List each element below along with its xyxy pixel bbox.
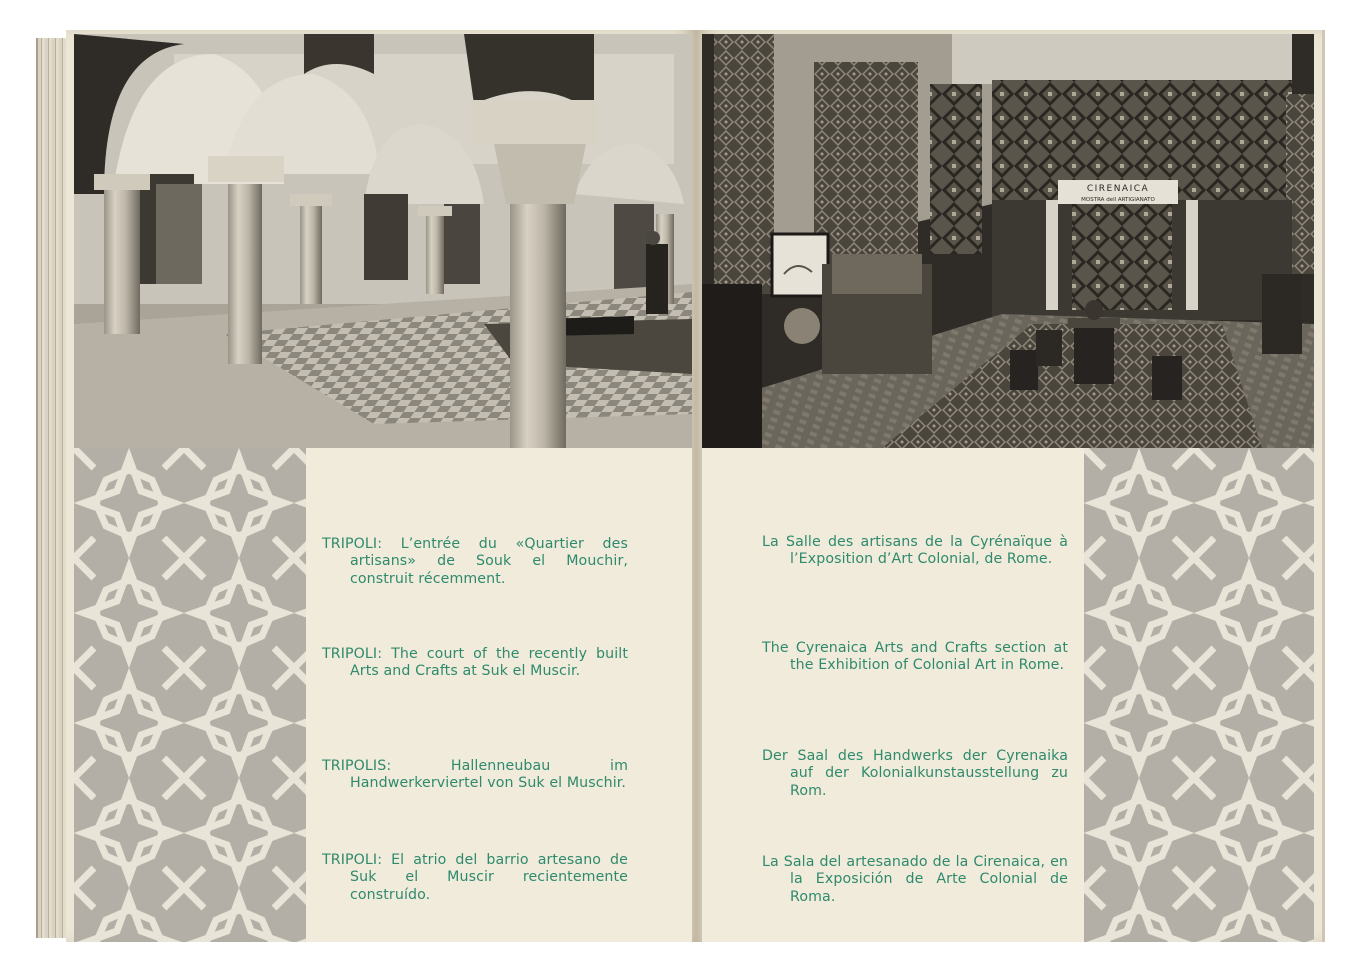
sign-line2: MOSTRA dell ARTIGIANATO: [1081, 197, 1155, 203]
caption-french-left: TRIPOLI: L’entrée du «Quartier des artisans» de Souk el Mouchir, construit récemment.: [322, 536, 628, 587]
right-page: [696, 30, 1325, 942]
exhibition-hall-photo: [702, 34, 1314, 448]
courtyard-photo: [74, 34, 692, 448]
caption-spanish-right: La Sala del artesanado de la Cirenaica, en la Exposición de Arte Colonial de Roma.: [762, 854, 1068, 905]
geometric-ornament-panel: [74, 448, 306, 942]
right-caption-area: [702, 448, 1084, 942]
caption-german-right: Der Saal des Handwerks der Cyrenaika auf der Kolonialkunstausstellung zu Rom.: [762, 748, 1068, 799]
caption-english-right: The Cyrenaica Arts and Crafts section at the Exhibition of Colonial Art in Rome.: [762, 640, 1068, 674]
caption-english-left: TRIPOLI: The court of the recently built Arts and Crafts at Suk el Muscir.: [322, 646, 628, 680]
geometric-ornament-panel: [1084, 448, 1314, 942]
caption-french-right: La Salle des artisans de la Cyrénaïque à l’Exposition d’Art Colonial, de Rome.: [762, 534, 1068, 568]
caption-german-left: TRIPOLIS: Hallenneubau im Handwerkerviertel von Suk el Muschir.: [322, 758, 628, 792]
left-page: [66, 30, 696, 942]
left-caption-area: [306, 448, 692, 942]
sign-line1: CIRENAICA: [1086, 184, 1150, 194]
caption-spanish-left: TRIPOLI: El atrio del barrio artesano de Suk el Muscir recientemente construído.: [322, 852, 628, 903]
